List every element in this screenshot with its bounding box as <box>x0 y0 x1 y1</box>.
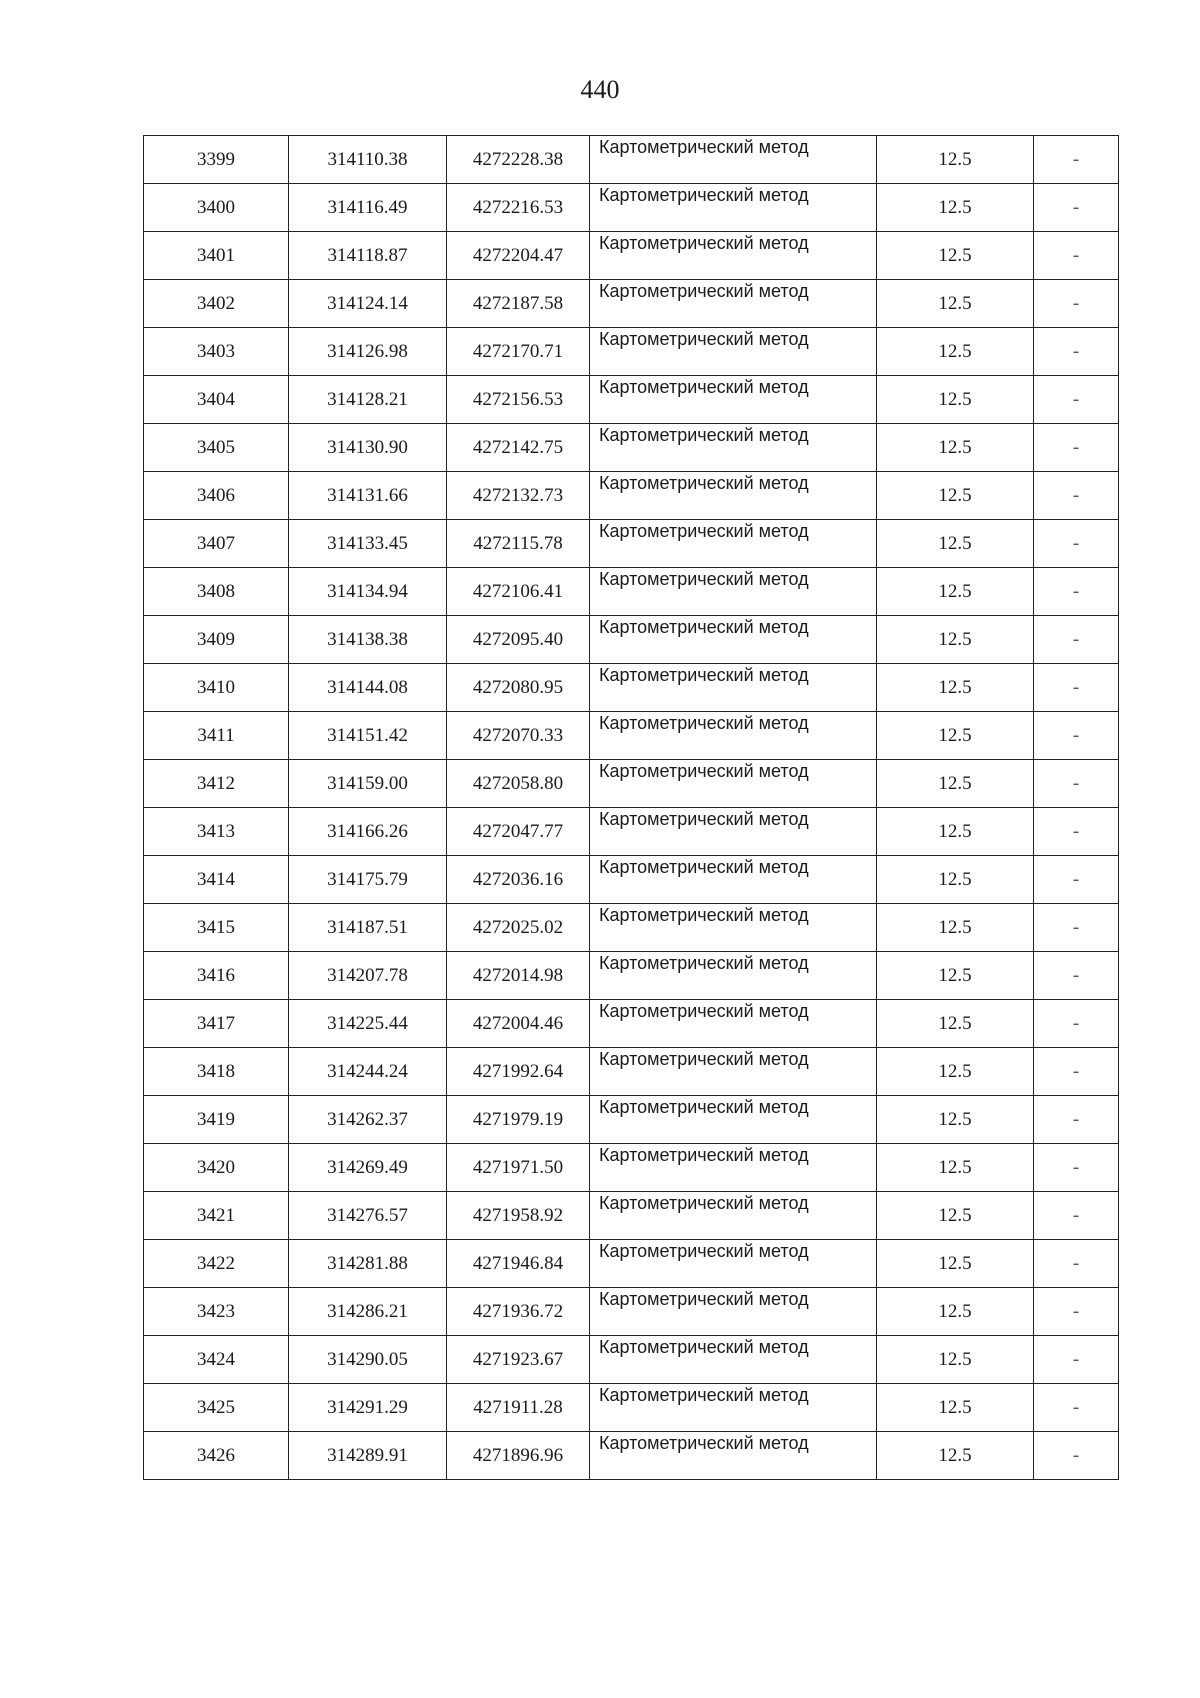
method-cell: Картометрический метод <box>590 520 877 568</box>
note-cell: - <box>1034 1432 1119 1480</box>
y-coordinate-cell: 4272070.33 <box>447 712 590 760</box>
note-cell: - <box>1034 712 1119 760</box>
note-cell: - <box>1034 1384 1119 1432</box>
accuracy-cell: 12.5 <box>877 232 1034 280</box>
y-coordinate-cell: 4272106.41 <box>447 568 590 616</box>
table-row <box>144 1288 1119 1336</box>
method-cell: Картометрический метод <box>590 424 877 472</box>
method-cell: Картометрический метод <box>590 1240 877 1288</box>
note-cell: - <box>1034 184 1119 232</box>
x-coordinate-cell: 314126.98 <box>289 328 447 376</box>
note-cell: - <box>1034 472 1119 520</box>
y-coordinate-cell: 4271946.84 <box>447 1240 590 1288</box>
point-number-cell: 3405 <box>144 424 289 472</box>
point-number-cell: 3408 <box>144 568 289 616</box>
x-coordinate-cell: 314286.21 <box>289 1288 447 1336</box>
note-cell: - <box>1034 280 1119 328</box>
accuracy-cell: 12.5 <box>877 1240 1034 1288</box>
y-coordinate-cell: 4272216.53 <box>447 184 590 232</box>
table-row <box>144 568 1119 616</box>
accuracy-cell: 12.5 <box>877 328 1034 376</box>
method-cell: Картометрический метод <box>590 568 877 616</box>
y-coordinate-cell: 4272025.02 <box>447 904 590 952</box>
point-number-cell: 3416 <box>144 952 289 1000</box>
table-row <box>144 904 1119 952</box>
table-row <box>144 184 1119 232</box>
y-coordinate-cell: 4271911.28 <box>447 1384 590 1432</box>
accuracy-cell: 12.5 <box>877 1336 1034 1384</box>
accuracy-cell: 12.5 <box>877 1000 1034 1048</box>
note-cell: - <box>1034 1144 1119 1192</box>
point-number-cell: 3415 <box>144 904 289 952</box>
method-cell: Картометрический метод <box>590 1384 877 1432</box>
y-coordinate-cell: 4272228.38 <box>447 136 590 184</box>
point-number-cell: 3402 <box>144 280 289 328</box>
accuracy-cell: 12.5 <box>877 856 1034 904</box>
table-row <box>144 1144 1119 1192</box>
note-cell: - <box>1034 856 1119 904</box>
table-row <box>144 952 1119 1000</box>
table-row <box>144 1192 1119 1240</box>
point-number-cell: 3404 <box>144 376 289 424</box>
note-cell: - <box>1034 1192 1119 1240</box>
note-cell: - <box>1034 1000 1119 1048</box>
method-cell: Картометрический метод <box>590 1000 877 1048</box>
note-cell: - <box>1034 1288 1119 1336</box>
method-cell: Картометрический метод <box>590 232 877 280</box>
x-coordinate-cell: 314133.45 <box>289 520 447 568</box>
table-row <box>144 376 1119 424</box>
method-cell: Картометрический метод <box>590 1144 877 1192</box>
method-cell: Картометрический метод <box>590 328 877 376</box>
x-coordinate-cell: 314281.88 <box>289 1240 447 1288</box>
point-number-cell: 3423 <box>144 1288 289 1336</box>
accuracy-cell: 12.5 <box>877 616 1034 664</box>
method-cell: Картометрический метод <box>590 712 877 760</box>
method-cell: Картометрический метод <box>590 1048 877 1096</box>
accuracy-cell: 12.5 <box>877 376 1034 424</box>
x-coordinate-cell: 314269.49 <box>289 1144 447 1192</box>
accuracy-cell: 12.5 <box>877 808 1034 856</box>
note-cell: - <box>1034 904 1119 952</box>
point-number-cell: 3401 <box>144 232 289 280</box>
accuracy-cell: 12.5 <box>877 1384 1034 1432</box>
table-row <box>144 136 1119 184</box>
accuracy-cell: 12.5 <box>877 1144 1034 1192</box>
table-row <box>144 808 1119 856</box>
table-row <box>144 616 1119 664</box>
y-coordinate-cell: 4272014.98 <box>447 952 590 1000</box>
y-coordinate-cell: 4272142.75 <box>447 424 590 472</box>
note-cell: - <box>1034 568 1119 616</box>
note-cell: - <box>1034 520 1119 568</box>
y-coordinate-cell: 4272156.53 <box>447 376 590 424</box>
note-cell: - <box>1034 1240 1119 1288</box>
note-cell: - <box>1034 808 1119 856</box>
y-coordinate-cell: 4272187.58 <box>447 280 590 328</box>
table-row <box>144 664 1119 712</box>
x-coordinate-cell: 314291.29 <box>289 1384 447 1432</box>
point-number-cell: 3413 <box>144 808 289 856</box>
y-coordinate-cell: 4272004.46 <box>447 1000 590 1048</box>
accuracy-cell: 12.5 <box>877 520 1034 568</box>
table-row <box>144 232 1119 280</box>
x-coordinate-cell: 314131.66 <box>289 472 447 520</box>
note-cell: - <box>1034 760 1119 808</box>
point-number-cell: 3419 <box>144 1096 289 1144</box>
accuracy-cell: 12.5 <box>877 184 1034 232</box>
x-coordinate-cell: 314187.51 <box>289 904 447 952</box>
x-coordinate-cell: 314151.42 <box>289 712 447 760</box>
x-coordinate-cell: 314110.38 <box>289 136 447 184</box>
note-cell: - <box>1034 664 1119 712</box>
method-cell: Картометрический метод <box>590 1192 877 1240</box>
method-cell: Картометрический метод <box>590 472 877 520</box>
note-cell: - <box>1034 1336 1119 1384</box>
table-row <box>144 520 1119 568</box>
accuracy-cell: 12.5 <box>877 136 1034 184</box>
coordinates-table <box>143 135 1119 1480</box>
point-number-cell: 3400 <box>144 184 289 232</box>
y-coordinate-cell: 4271958.92 <box>447 1192 590 1240</box>
table-row <box>144 1336 1119 1384</box>
accuracy-cell: 12.5 <box>877 904 1034 952</box>
table-row <box>144 856 1119 904</box>
accuracy-cell: 12.5 <box>877 1096 1034 1144</box>
table-row <box>144 328 1119 376</box>
table-row <box>144 1096 1119 1144</box>
note-cell: - <box>1034 1048 1119 1096</box>
method-cell: Картометрический метод <box>590 616 877 664</box>
x-coordinate-cell: 314244.24 <box>289 1048 447 1096</box>
x-coordinate-cell: 314130.90 <box>289 424 447 472</box>
point-number-cell: 3403 <box>144 328 289 376</box>
method-cell: Картометрический метод <box>590 184 877 232</box>
y-coordinate-cell: 4272058.80 <box>447 760 590 808</box>
accuracy-cell: 12.5 <box>877 1192 1034 1240</box>
accuracy-cell: 12.5 <box>877 712 1034 760</box>
method-cell: Картометрический метод <box>590 376 877 424</box>
method-cell: Картометрический метод <box>590 1432 877 1480</box>
point-number-cell: 3412 <box>144 760 289 808</box>
y-coordinate-cell: 4271896.96 <box>447 1432 590 1480</box>
table-row <box>144 1240 1119 1288</box>
point-number-cell: 3406 <box>144 472 289 520</box>
method-cell: Картометрический метод <box>590 808 877 856</box>
x-coordinate-cell: 314116.49 <box>289 184 447 232</box>
point-number-cell: 3418 <box>144 1048 289 1096</box>
table-row <box>144 712 1119 760</box>
table-row <box>144 1048 1119 1096</box>
point-number-cell: 3409 <box>144 616 289 664</box>
method-cell: Картометрический метод <box>590 856 877 904</box>
method-cell: Картометрический метод <box>590 904 877 952</box>
y-coordinate-cell: 4272036.16 <box>447 856 590 904</box>
table-row <box>144 424 1119 472</box>
note-cell: - <box>1034 1096 1119 1144</box>
table-row <box>144 1384 1119 1432</box>
x-coordinate-cell: 314225.44 <box>289 1000 447 1048</box>
x-coordinate-cell: 314138.38 <box>289 616 447 664</box>
x-coordinate-cell: 314144.08 <box>289 664 447 712</box>
x-coordinate-cell: 314159.00 <box>289 760 447 808</box>
page-number: 440 <box>580 75 620 104</box>
note-cell: - <box>1034 424 1119 472</box>
accuracy-cell: 12.5 <box>877 664 1034 712</box>
method-cell: Картометрический метод <box>590 952 877 1000</box>
note-cell: - <box>1034 952 1119 1000</box>
x-coordinate-cell: 314175.79 <box>289 856 447 904</box>
accuracy-cell: 12.5 <box>877 1048 1034 1096</box>
y-coordinate-cell: 4272170.71 <box>447 328 590 376</box>
table-row <box>144 1000 1119 1048</box>
y-coordinate-cell: 4271923.67 <box>447 1336 590 1384</box>
method-cell: Картометрический метод <box>590 1336 877 1384</box>
accuracy-cell: 12.5 <box>877 568 1034 616</box>
x-coordinate-cell: 314166.26 <box>289 808 447 856</box>
method-cell: Картометрический метод <box>590 280 877 328</box>
x-coordinate-cell: 314124.14 <box>289 280 447 328</box>
table-row <box>144 1432 1119 1480</box>
point-number-cell: 3410 <box>144 664 289 712</box>
y-coordinate-cell: 4272204.47 <box>447 232 590 280</box>
method-cell: Картометрический метод <box>590 1288 877 1336</box>
x-coordinate-cell: 314128.21 <box>289 376 447 424</box>
point-number-cell: 3414 <box>144 856 289 904</box>
accuracy-cell: 12.5 <box>877 472 1034 520</box>
y-coordinate-cell: 4272132.73 <box>447 472 590 520</box>
point-number-cell: 3424 <box>144 1336 289 1384</box>
method-cell: Картометрический метод <box>590 760 877 808</box>
accuracy-cell: 12.5 <box>877 952 1034 1000</box>
x-coordinate-cell: 314290.05 <box>289 1336 447 1384</box>
y-coordinate-cell: 4271979.19 <box>447 1096 590 1144</box>
point-number-cell: 3420 <box>144 1144 289 1192</box>
table-row <box>144 280 1119 328</box>
y-coordinate-cell: 4271936.72 <box>447 1288 590 1336</box>
point-number-cell: 3407 <box>144 520 289 568</box>
accuracy-cell: 12.5 <box>877 760 1034 808</box>
y-coordinate-cell: 4272095.40 <box>447 616 590 664</box>
x-coordinate-cell: 314289.91 <box>289 1432 447 1480</box>
table-row <box>144 472 1119 520</box>
x-coordinate-cell: 314118.87 <box>289 232 447 280</box>
x-coordinate-cell: 314134.94 <box>289 568 447 616</box>
accuracy-cell: 12.5 <box>877 1288 1034 1336</box>
method-cell: Картометрический метод <box>590 136 877 184</box>
x-coordinate-cell: 314276.57 <box>289 1192 447 1240</box>
accuracy-cell: 12.5 <box>877 424 1034 472</box>
y-coordinate-cell: 4271992.64 <box>447 1048 590 1096</box>
accuracy-cell: 12.5 <box>877 280 1034 328</box>
point-number-cell: 3422 <box>144 1240 289 1288</box>
method-cell: Картометрический метод <box>590 1096 877 1144</box>
point-number-cell: 3417 <box>144 1000 289 1048</box>
y-coordinate-cell: 4272047.77 <box>447 808 590 856</box>
table-row <box>144 760 1119 808</box>
y-coordinate-cell: 4272115.78 <box>447 520 590 568</box>
point-number-cell: 3421 <box>144 1192 289 1240</box>
x-coordinate-cell: 314262.37 <box>289 1096 447 1144</box>
table-body <box>144 136 1119 1480</box>
note-cell: - <box>1034 136 1119 184</box>
y-coordinate-cell: 4271971.50 <box>447 1144 590 1192</box>
y-coordinate-cell: 4272080.95 <box>447 664 590 712</box>
x-coordinate-cell: 314207.78 <box>289 952 447 1000</box>
point-number-cell: 3426 <box>144 1432 289 1480</box>
point-number-cell: 3425 <box>144 1384 289 1432</box>
method-cell: Картометрический метод <box>590 664 877 712</box>
accuracy-cell: 12.5 <box>877 1432 1034 1480</box>
point-number-cell: 3411 <box>144 712 289 760</box>
note-cell: - <box>1034 232 1119 280</box>
note-cell: - <box>1034 376 1119 424</box>
note-cell: - <box>1034 328 1119 376</box>
point-number-cell: 3399 <box>144 136 289 184</box>
note-cell: - <box>1034 616 1119 664</box>
